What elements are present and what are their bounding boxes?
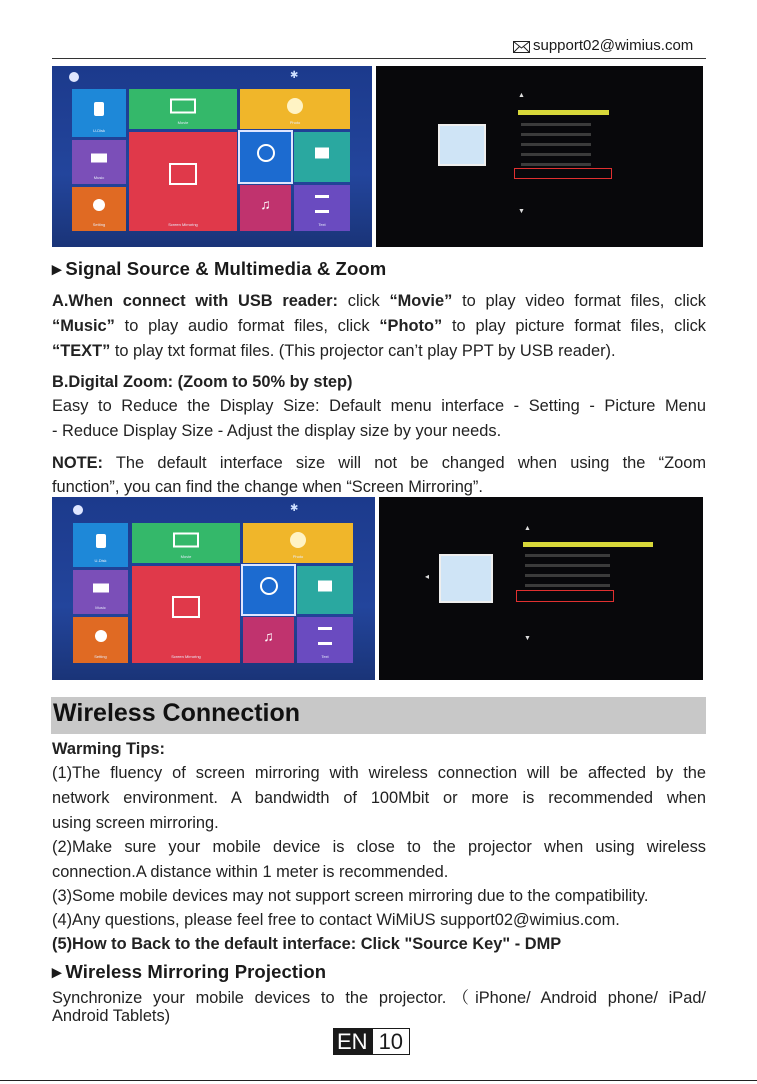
bold-text: “Movie” — [389, 292, 453, 310]
tip-line-back: (5)How to Back to the default interface: Click "Source Key" - DMP — [52, 935, 562, 953]
contact-email — [513, 37, 693, 54]
arrow-up-icon: ▲ — [518, 92, 525, 99]
bluetooth-icon: ✱ — [290, 70, 299, 81]
tile-movie-play — [243, 566, 294, 614]
tile-text: Text — [297, 617, 353, 663]
header-rule — [52, 58, 706, 59]
subsection-title-mirroring: ▸ Wireless Mirroring Projection — [52, 961, 327, 982]
tip-line-3: using screen mirroring. — [52, 814, 219, 832]
language-label: EN — [333, 1028, 372, 1055]
picture-menu-image-2 — [379, 497, 703, 680]
para-b-line-2: - Reduce Display Size - Adjust the display size by your needs. — [52, 422, 502, 440]
note-line-2: function”, you can find the change when “Screen Mirroring”. — [52, 478, 483, 496]
menu-highlight — [518, 110, 609, 115]
footer-rule — [0, 1080, 757, 1081]
bold-text: “TEXT” — [52, 342, 111, 360]
tile-setting: Setting — [73, 617, 128, 663]
arrow-down-icon: ▼ — [524, 635, 531, 642]
para-a-line-1 — [52, 289, 706, 314]
envelope-icon — [513, 40, 530, 52]
tile-text: Text — [294, 185, 350, 231]
bold-text: A.When connect with USB reader: — [52, 292, 338, 310]
page-number-box — [333, 1028, 410, 1055]
arrow-left-icon: ◂ — [425, 572, 430, 581]
tile-screen-mirroring: Screen Mirroring — [132, 566, 240, 663]
text-run: click — [337, 292, 390, 310]
para-a-line-2 — [52, 314, 706, 339]
tile-screen-mirroring: Screen Mirroring — [129, 132, 237, 231]
tip-line-6: (3)Some mobile devices may not support screen mirroring due to the compatibility. — [52, 887, 649, 905]
section-title-wireless: Wireless Connection — [53, 699, 301, 727]
email-text: support02@wimius.com — [533, 37, 694, 54]
tip-line-2: network environment. A bandwidth of 100Mbit or more is recommended when — [52, 789, 706, 807]
tip-line-7: (4)Any questions, please feel free to contact WiMiUS support02@wimius.com. — [52, 911, 620, 929]
text-run: to play video format files, click — [452, 292, 707, 310]
text-run: to play audio format files, click — [114, 317, 380, 335]
arrow-down-icon: ▼ — [518, 208, 525, 215]
para-b-title: B.Digital Zoom: (Zoom to 50% by step) — [52, 373, 353, 391]
tile-movie: Movie — [129, 89, 237, 129]
tip-line-4: (2)Make sure your mobile device is close to the projector when using wireless — [52, 838, 706, 856]
menu-thumbnail — [438, 124, 486, 166]
menu-selected-outline — [516, 590, 614, 602]
tile-udisk: U-Disk — [73, 523, 128, 567]
menu-thumbnail — [439, 554, 493, 603]
para-a-line-3 — [52, 339, 706, 364]
note-line-1: NOTE: The default interface size will not be changed when using the “Zoom — [52, 454, 706, 472]
text-run: to play picture format files, click — [442, 317, 706, 335]
tile-movie-play — [240, 132, 291, 182]
tile-music: Music — [73, 570, 128, 614]
bold-text: “Music” — [52, 317, 115, 335]
tip-line-5: connection.A distance within 1 meter is recommended. — [52, 863, 449, 881]
page-number: 10 — [372, 1028, 410, 1055]
section-title-signal: ▸ Signal Source & Multimedia & Zoom — [52, 258, 387, 279]
bluetooth-icon: ✱ — [290, 503, 299, 514]
home-screen-image-1 — [52, 66, 372, 247]
tile-camera — [294, 132, 350, 182]
menu-selected-outline — [514, 168, 612, 179]
menu-highlight — [523, 542, 653, 547]
mirroring-line-1: Synchronize your mobile devices to the projector.（iPhone/ Android phone/ iPad/ — [52, 989, 706, 1007]
tile-photo: Photo — [243, 523, 353, 563]
home-logo-icon — [69, 72, 79, 82]
tips-title: Warming Tips: — [52, 740, 165, 758]
home-screen-image-2 — [52, 497, 375, 680]
tile-music: Music — [72, 140, 126, 184]
tile-movie: Movie — [132, 523, 240, 563]
tile-music-note: ♫ — [240, 185, 291, 231]
mirroring-line-2: Android Tablets) — [52, 1007, 171, 1025]
arrow-up-icon: ▲ — [524, 525, 531, 532]
tip-line-1: (1)The fluency of screen mirroring with wireless connection will be affected by the — [52, 764, 706, 782]
tile-udisk: U-Disk — [72, 89, 126, 137]
para-b-line-1: Easy to Reduce the Display Size: Default menu interface - Setting - Picture Menu — [52, 397, 706, 415]
text-run: to play txt format files. (This projector can’t play PPT by USB reader). — [110, 342, 616, 360]
home-logo-icon — [73, 505, 83, 515]
picture-menu-image-1 — [376, 66, 703, 247]
tile-camera — [297, 566, 353, 614]
bold-text: “Photo” — [379, 317, 443, 335]
tile-photo: Photo — [240, 89, 350, 129]
tile-setting: Setting — [72, 187, 126, 231]
tile-music-note: ♫ — [243, 617, 294, 663]
